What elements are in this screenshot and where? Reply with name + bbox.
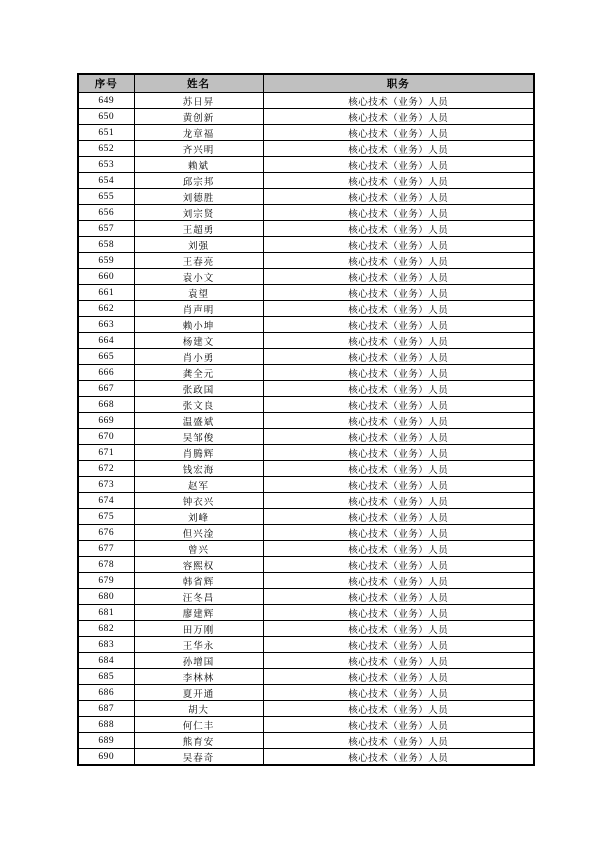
table-row [78,93,534,109]
cell-serial-number: 662 [78,301,134,317]
cell-serial-number: 667 [78,381,134,397]
table-row [78,429,534,445]
cell-serial-number: 674 [78,493,134,509]
table-row [78,173,534,189]
header-position: 职务 [263,74,534,93]
cell-name: 张文良 [134,397,263,413]
cell-position: 核心技术（业务）人员 [263,493,534,509]
table-row [78,621,534,637]
cell-name: 王春亮 [134,253,263,269]
cell-name: 王超勇 [134,221,263,237]
table-row [78,605,534,621]
cell-name: 汪冬昌 [134,589,263,605]
cell-name: 刘强 [134,237,263,253]
cell-serial-number: 649 [78,93,134,109]
table-row [78,157,534,173]
cell-position: 核心技术（业务）人员 [263,173,534,189]
table-row [78,189,534,205]
cell-position: 核心技术（业务）人员 [263,157,534,173]
table-row [78,269,534,285]
table-row [78,749,534,766]
table-row [78,701,534,717]
cell-serial-number: 677 [78,541,134,557]
cell-serial-number: 688 [78,717,134,733]
cell-serial-number: 679 [78,573,134,589]
cell-name: 孙增国 [134,653,263,669]
table-row [78,461,534,477]
cell-position: 核心技术（业务）人员 [263,445,534,461]
cell-position: 核心技术（业务）人员 [263,749,534,766]
table-row [78,125,534,141]
cell-name: 刘德胜 [134,189,263,205]
cell-name: 吴邹俊 [134,429,263,445]
cell-name: 龙章福 [134,125,263,141]
table-row [78,221,534,237]
table-row [78,525,534,541]
cell-name: 李林林 [134,669,263,685]
cell-position: 核心技术（业务）人员 [263,317,534,333]
cell-name: 肖小勇 [134,349,263,365]
cell-serial-number: 665 [78,349,134,365]
table-row [78,637,534,653]
cell-serial-number: 660 [78,269,134,285]
cell-serial-number: 682 [78,621,134,637]
table-row [78,285,534,301]
cell-serial-number: 670 [78,429,134,445]
cell-serial-number: 655 [78,189,134,205]
cell-serial-number: 675 [78,509,134,525]
cell-position: 核心技术（业务）人员 [263,621,534,637]
table-header-row [78,74,534,93]
table-row [78,733,534,749]
cell-name: 袁小文 [134,269,263,285]
cell-position: 核心技术（业务）人员 [263,701,534,717]
cell-position: 核心技术（业务）人员 [263,253,534,269]
cell-position: 核心技术（业务）人员 [263,509,534,525]
cell-serial-number: 672 [78,461,134,477]
cell-serial-number: 680 [78,589,134,605]
table-row [78,669,534,685]
cell-position: 核心技术（业务）人员 [263,685,534,701]
cell-name: 刘宗贤 [134,205,263,221]
cell-position: 核心技术（业务）人员 [263,365,534,381]
cell-name: 肖声明 [134,301,263,317]
cell-name: 韩省辉 [134,573,263,589]
table-row [78,509,534,525]
cell-position: 核心技术（业务）人员 [263,413,534,429]
cell-position: 核心技术（业务）人员 [263,525,534,541]
cell-position: 核心技术（业务）人员 [263,237,534,253]
table-row [78,365,534,381]
cell-name: 钱宏海 [134,461,263,477]
cell-serial-number: 656 [78,205,134,221]
cell-serial-number: 664 [78,333,134,349]
cell-position: 核心技术（业务）人员 [263,589,534,605]
cell-serial-number: 650 [78,109,134,125]
cell-serial-number: 654 [78,173,134,189]
table-row [78,653,534,669]
table-header [78,74,534,93]
cell-name: 刘峰 [134,509,263,525]
personnel-table [77,73,535,766]
cell-position: 核心技术（业务）人员 [263,573,534,589]
cell-serial-number: 669 [78,413,134,429]
cell-name: 钟衣兴 [134,493,263,509]
cell-position: 核心技术（业务）人员 [263,557,534,573]
cell-position: 核心技术（业务）人员 [263,653,534,669]
cell-serial-number: 652 [78,141,134,157]
table-row [78,541,534,557]
cell-position: 核心技术（业务）人员 [263,269,534,285]
cell-name: 赖斌 [134,157,263,173]
cell-serial-number: 681 [78,605,134,621]
cell-name: 龚全元 [134,365,263,381]
cell-name: 齐兴明 [134,141,263,157]
cell-serial-number: 663 [78,317,134,333]
cell-position: 核心技术（业务）人员 [263,93,534,109]
table-row [78,253,534,269]
table-row [78,589,534,605]
table-row [78,493,534,509]
cell-serial-number: 653 [78,157,134,173]
table-row [78,717,534,733]
cell-serial-number: 661 [78,285,134,301]
table-row [78,301,534,317]
table-row [78,109,534,125]
cell-serial-number: 685 [78,669,134,685]
table-row [78,557,534,573]
cell-serial-number: 684 [78,653,134,669]
cell-name: 苏日昇 [134,93,263,109]
cell-name: 吴春奇 [134,749,263,766]
cell-position: 核心技术（业务）人员 [263,669,534,685]
cell-name: 张政国 [134,381,263,397]
cell-position: 核心技术（业务）人员 [263,285,534,301]
table-body [78,93,534,766]
cell-name: 温盛斌 [134,413,263,429]
cell-serial-number: 678 [78,557,134,573]
table-row [78,477,534,493]
table-row [78,333,534,349]
cell-name: 但兴淦 [134,525,263,541]
table-row [78,685,534,701]
cell-name: 黄创新 [134,109,263,125]
table-row [78,349,534,365]
cell-name: 曾兴 [134,541,263,557]
cell-name: 赵军 [134,477,263,493]
cell-serial-number: 687 [78,701,134,717]
table-row [78,205,534,221]
cell-name: 杨建文 [134,333,263,349]
cell-name: 袁望 [134,285,263,301]
cell-serial-number: 658 [78,237,134,253]
cell-position: 核心技术（业务）人员 [263,429,534,445]
cell-name: 田万刚 [134,621,263,637]
cell-position: 核心技术（业务）人员 [263,397,534,413]
cell-name: 赖小坤 [134,317,263,333]
header-serial-number: 序号 [78,74,134,93]
cell-serial-number: 676 [78,525,134,541]
cell-position: 核心技术（业务）人员 [263,381,534,397]
table-row [78,317,534,333]
table-row [78,445,534,461]
cell-name: 肖腾辉 [134,445,263,461]
table-row [78,397,534,413]
cell-serial-number: 689 [78,733,134,749]
cell-position: 核心技术（业务）人员 [263,141,534,157]
cell-position: 核心技术（业务）人员 [263,205,534,221]
cell-name: 夏开通 [134,685,263,701]
cell-position: 核心技术（业务）人员 [263,349,534,365]
cell-serial-number: 668 [78,397,134,413]
cell-name: 王华永 [134,637,263,653]
table-row [78,573,534,589]
cell-position: 核心技术（业务）人员 [263,301,534,317]
cell-position: 核心技术（业务）人员 [263,733,534,749]
cell-position: 核心技术（业务）人员 [263,717,534,733]
cell-serial-number: 657 [78,221,134,237]
cell-name: 熊育安 [134,733,263,749]
table-row [78,413,534,429]
cell-position: 核心技术（业务）人员 [263,221,534,237]
cell-position: 核心技术（业务）人员 [263,125,534,141]
cell-serial-number: 651 [78,125,134,141]
cell-serial-number: 673 [78,477,134,493]
cell-name: 容熙权 [134,557,263,573]
cell-serial-number: 686 [78,685,134,701]
table-row [78,381,534,397]
cell-position: 核心技术（业务）人员 [263,333,534,349]
cell-name: 廖建辉 [134,605,263,621]
cell-name: 邱宗邦 [134,173,263,189]
cell-position: 核心技术（业务）人员 [263,637,534,653]
cell-name: 何仁丰 [134,717,263,733]
table-row [78,237,534,253]
table-row [78,141,534,157]
cell-position: 核心技术（业务）人员 [263,477,534,493]
cell-serial-number: 671 [78,445,134,461]
cell-serial-number: 666 [78,365,134,381]
cell-position: 核心技术（业务）人员 [263,189,534,205]
cell-serial-number: 659 [78,253,134,269]
cell-position: 核心技术（业务）人员 [263,461,534,477]
cell-serial-number: 690 [78,749,134,766]
cell-serial-number: 683 [78,637,134,653]
cell-position: 核心技术（业务）人员 [263,541,534,557]
cell-position: 核心技术（业务）人员 [263,109,534,125]
cell-position: 核心技术（业务）人员 [263,605,534,621]
header-name: 姓名 [134,74,263,93]
cell-name: 胡大 [134,701,263,717]
